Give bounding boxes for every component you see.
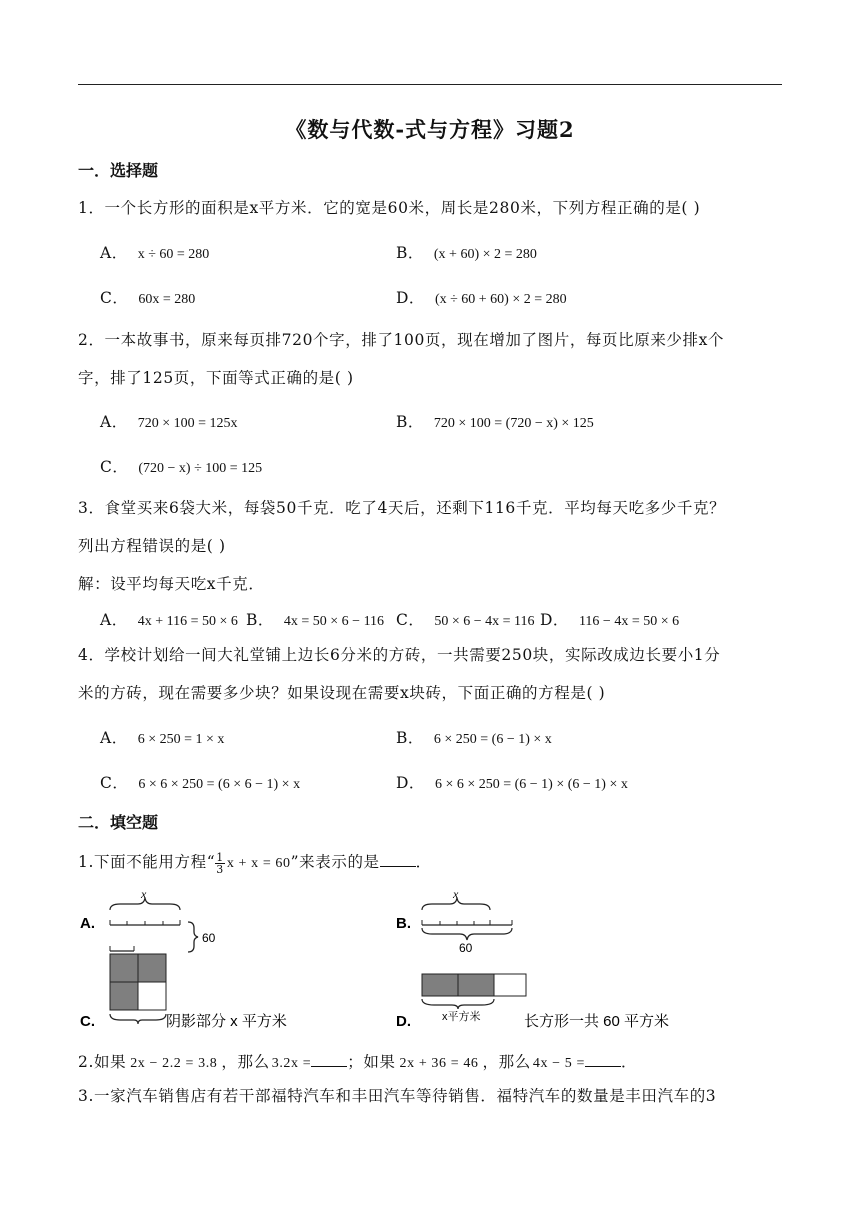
q1-option-c[interactable]: C． 60x = 280: [100, 289, 196, 307]
page-title: 《数与代数-式与方程》习题2: [285, 117, 575, 142]
answer-blank[interactable]: [585, 1052, 621, 1067]
figure-d-caption: 长方形一共 60 平方米: [524, 1013, 670, 1030]
figure-b-60-brace: [422, 928, 512, 940]
figure-b-60: 60: [459, 941, 473, 955]
q1-option-b[interactable]: B． (x + 60) × 2 = 280: [396, 244, 537, 262]
question-2-line-2: 字，排了125页，下面等式正确的是( ): [78, 369, 354, 387]
figure-c-text: 阴影部分 x 平方米: [166, 1013, 287, 1030]
figure-d-cell: [494, 974, 526, 996]
q4-option-b[interactable]: B． 6 × 250 = (6 − 1) × x: [396, 729, 552, 747]
figure-d-label: D.: [396, 1013, 411, 1030]
figure-d-cell: [458, 974, 494, 996]
section-heading-fill: 二．填空题: [78, 813, 159, 832]
q1-option-a[interactable]: A． x ÷ 60 = 280: [100, 244, 210, 262]
question-2-line-1: 2．一本故事书，原来每页排720个字，排了100页，现在增加了图片，每页比原来少排x个: [78, 331, 725, 349]
figure-c-square: [138, 954, 166, 982]
figure-c-square: [138, 982, 166, 1010]
q4-option-d[interactable]: D． 6 × 6 × 250 = (6 − 1) × (6 − 1) × x: [396, 774, 628, 792]
figure-d-cell: [422, 974, 458, 996]
figure-b-x: x: [453, 888, 459, 901]
figure-options-diagram: [78, 888, 718, 1034]
question-3-line-3: 解：设平均每天吃x千克．: [78, 575, 265, 593]
question-4-line-2: 米的方砖，现在需要多少块？如果设现在需要x块砖，下面正确的方程是( ): [78, 684, 606, 702]
question-3-line-1: 3．食堂买来6袋大米，每袋50千克．吃了4天后，还剩下116千克．平均每天吃多少千克？: [78, 499, 726, 517]
figure-d-brace: [422, 999, 494, 1009]
q3-option-c[interactable]: C． 50 × 6 − 4x = 116: [396, 611, 535, 629]
answer-blank[interactable]: [380, 852, 416, 867]
q2-option-c[interactable]: C． (720 − x) ÷ 100 = 125: [100, 458, 263, 476]
q4-option-a[interactable]: A． 6 × 250 = 1 × x: [100, 729, 225, 747]
figure-d-x-text: x平方米: [442, 1011, 481, 1023]
fraction-one-third: $\frac{1}{3}$: [216, 850, 224, 876]
figure-a-x: x: [141, 888, 147, 901]
figure-c-label: C.: [80, 1013, 95, 1030]
answer-blank[interactable]: [311, 1052, 347, 1067]
question-3-line-2: 列出方程错误的是( ): [78, 537, 226, 555]
figure-a-label: A.: [80, 915, 95, 932]
q3-option-b[interactable]: B． 4x = 50 × 6 − 116: [246, 611, 385, 629]
fill-question-2: 2.如果 2x − 2.2 = 3.8 ，那么 3.2x = ；如果 2x + 36 = 46 ，那么 4x − 5 = ．: [78, 1053, 638, 1071]
question-4-line-1: 4．学校计划给一间大礼堂铺上边长6分米的方砖，一共需要250块，实际改成边长要小1分: [78, 646, 721, 664]
section-heading-choice: 一．选择题: [78, 161, 159, 180]
question-1-text: 1．一个长方形的面积是x平方米．它的宽是60米，周长是280米，下列方程正确的是( ): [78, 199, 701, 217]
fill-question-3-line-1: 3.一家汽车销售店有若干部福特汽车和丰田汽车等待销售．福特汽车的数量是丰田汽车的3: [78, 1087, 717, 1105]
figure-a-60-brace: [188, 922, 198, 952]
figure-c-square: [110, 982, 138, 1010]
q3-option-a[interactable]: A． 4x + 116 = 50 × 6: [100, 611, 238, 629]
q3-option-d[interactable]: D． 116 − 4x = 50 × 6: [540, 611, 680, 629]
fill-question-1: 1.下面不能用方程“ $\frac{1}{3}$ x + x = 60”来表示的是 ．: [78, 850, 432, 876]
figure-a-60: 60: [202, 931, 216, 945]
figure-b-label: B.: [396, 915, 411, 932]
q2-option-b[interactable]: B． 720 × 100 = (720 − x) × 125: [396, 413, 594, 431]
header-rule: [78, 84, 782, 85]
q1-option-d[interactable]: D． (x ÷ 60 + 60) × 2 = 280: [396, 289, 567, 307]
figure-c-square: [110, 954, 138, 982]
figure-c-brace: [110, 1014, 166, 1024]
q2-option-a[interactable]: A． 720 × 100 = 125x: [100, 413, 238, 431]
q4-option-c[interactable]: C． 6 × 6 × 250 = (6 × 6 − 1) × x: [100, 774, 301, 792]
